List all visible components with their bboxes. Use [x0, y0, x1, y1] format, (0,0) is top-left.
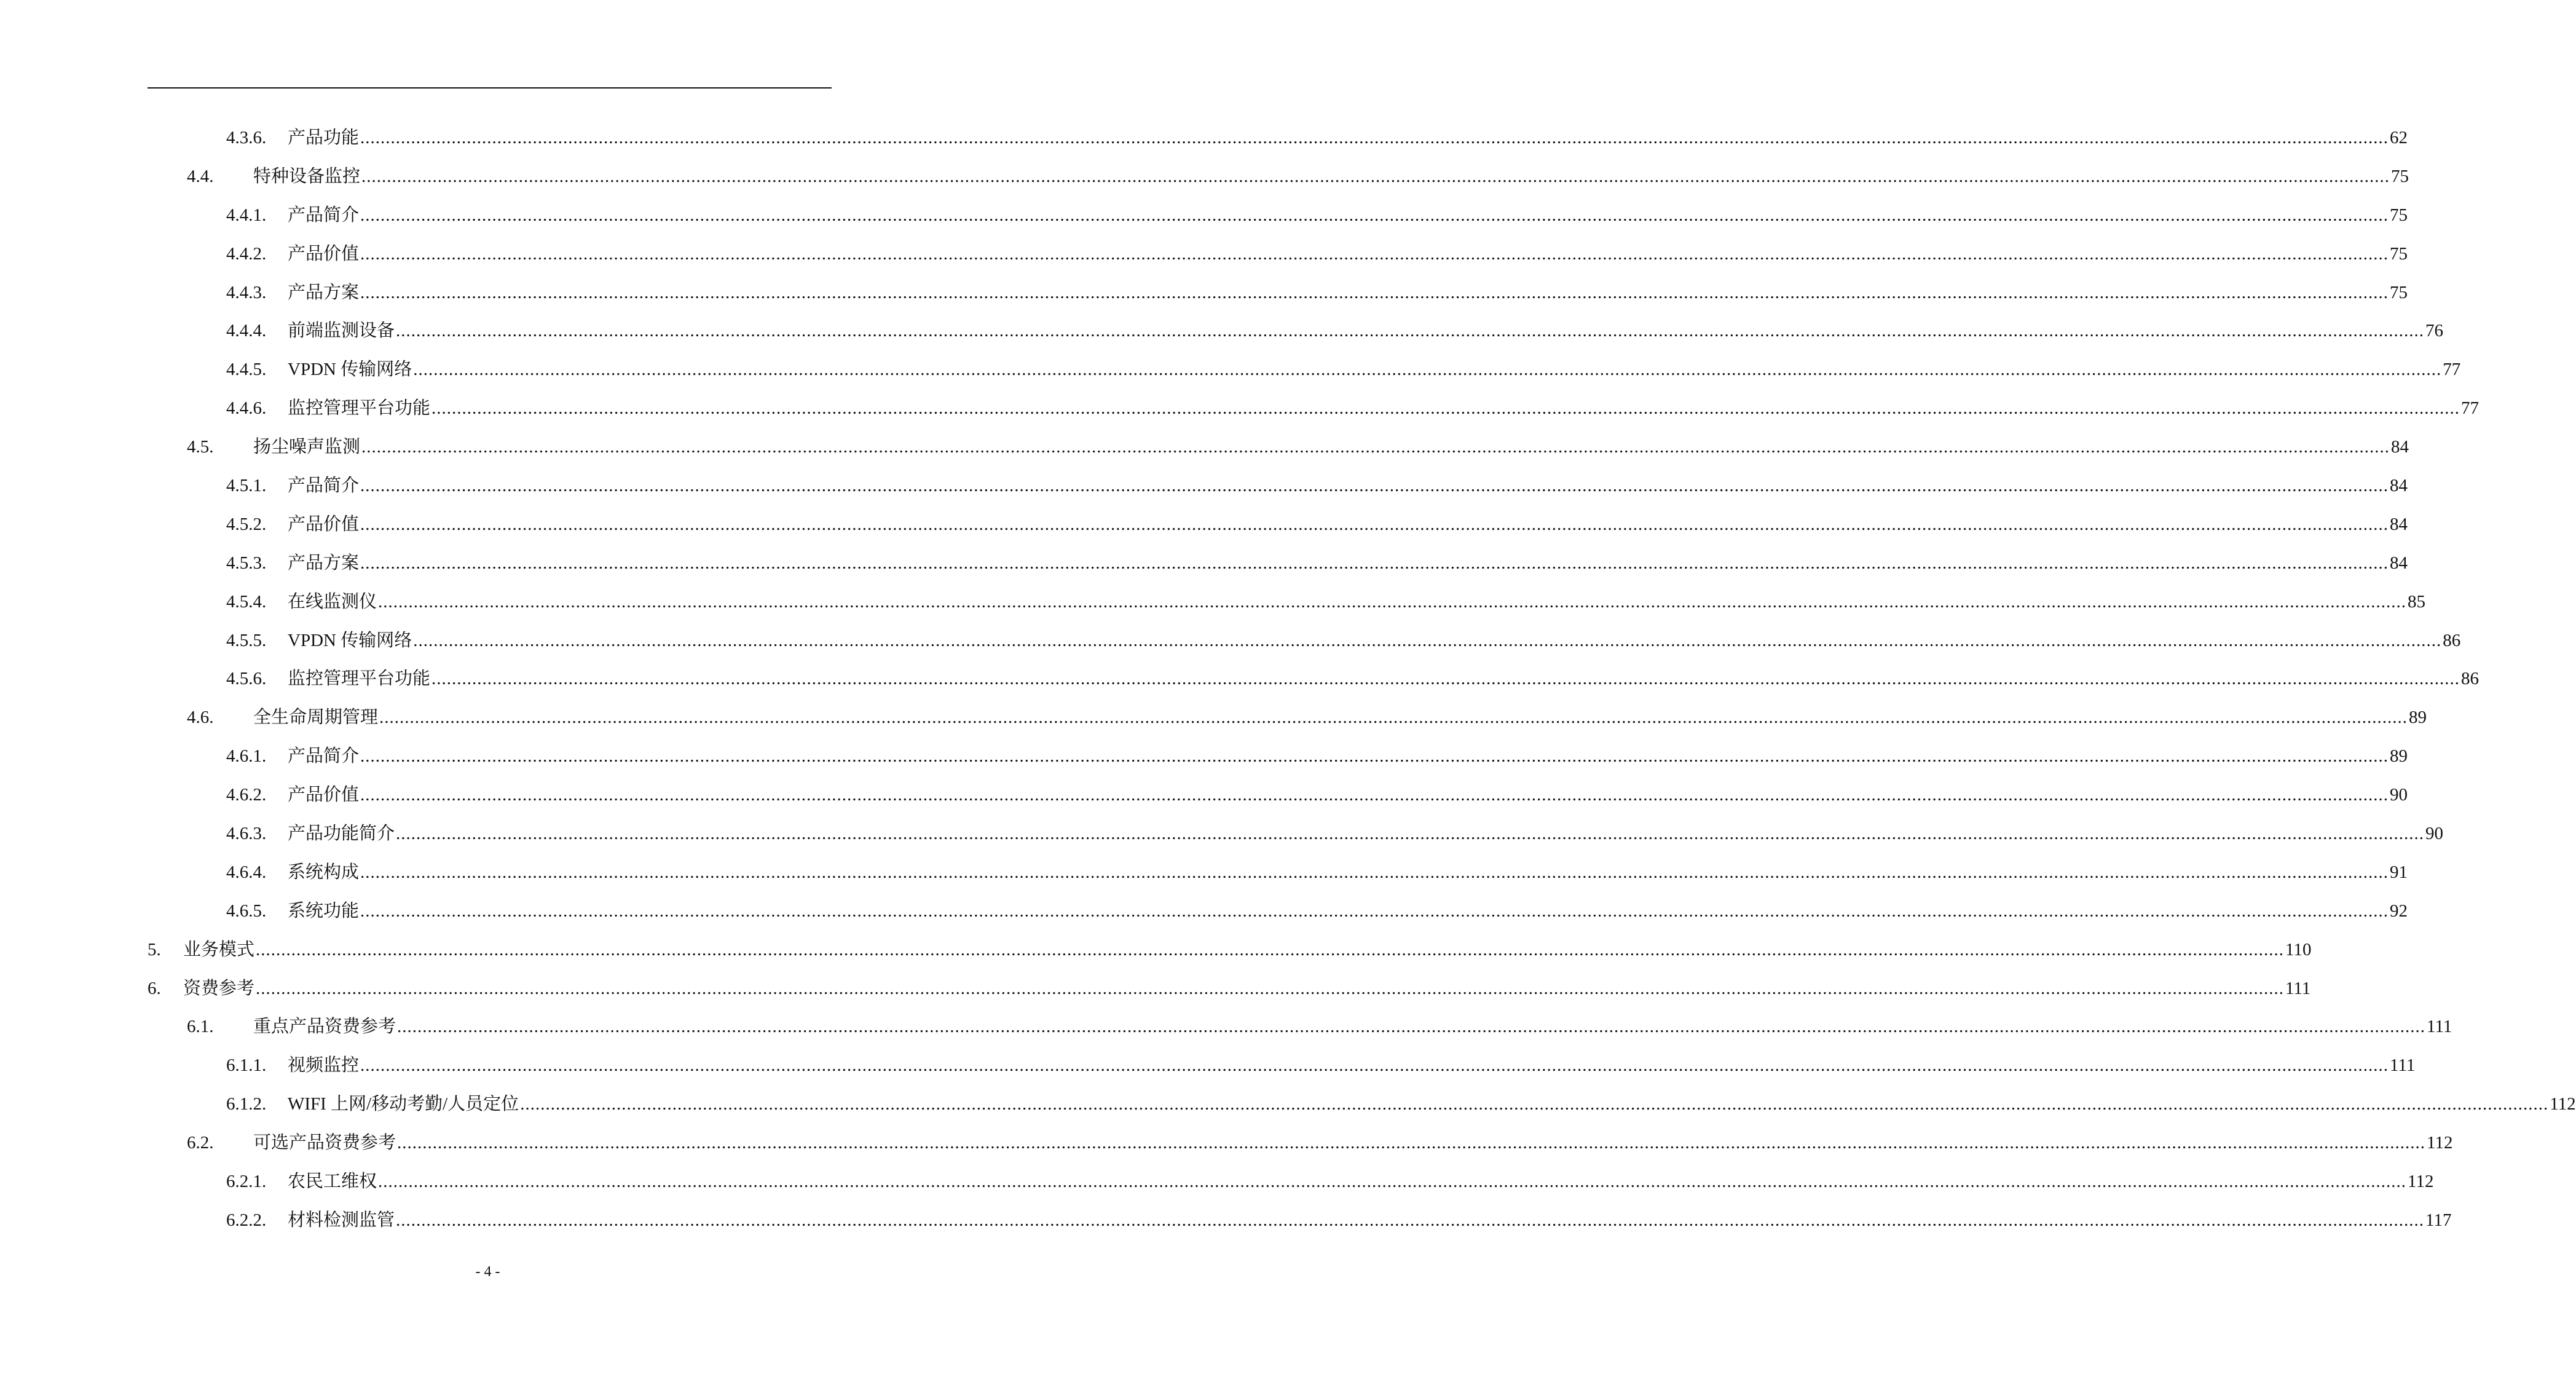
dot-leader: ................................................................................................................................................................................................................................................................................................................................................................................................................ — [360, 785, 2389, 805]
page-number: - 4 - — [475, 1264, 500, 1280]
toc-entry-page: 75 — [2390, 205, 2408, 225]
toc-entry-line — [288, 312, 2444, 350]
toc-entry-page: 89 — [2409, 708, 2427, 728]
toc-entry-page: 84 — [2391, 437, 2409, 457]
toc-entry-page: 90 — [2390, 785, 2408, 805]
toc-entry[interactable] — [0, 350, 2461, 389]
toc-entry-title: 农民工维权 — [288, 1172, 377, 1192]
toc-entry-line — [253, 698, 2427, 737]
toc-entry-number: 4.4.3. — [226, 282, 267, 302]
dot-leader: ................................................................................................................................................................................................................................................................................................................................................................................................................ — [379, 708, 2408, 728]
toc-entry-number: 4.5.4. — [226, 591, 267, 612]
toc-entry[interactable] — [0, 776, 2408, 814]
toc-entry[interactable] — [0, 931, 2312, 969]
table-of-contents — [0, 119, 2576, 1240]
toc-entry-page: 92 — [2390, 901, 2408, 921]
toc-entry-title: 可选产品资费参考 — [253, 1133, 396, 1153]
dot-leader: ................................................................................................................................................................................................................................................................................................................................................................................................................ — [396, 1210, 2425, 1230]
toc-entry-number: 6.2. — [187, 1133, 214, 1153]
toc-entry-number: 4.6.4. — [226, 862, 267, 882]
toc-entry-title: 前端监测设备 — [288, 321, 395, 341]
toc-entry-line — [288, 621, 2461, 660]
toc-entry-number: 4.5. — [187, 437, 214, 457]
toc-entry-title: WIFI 上网/移动考勤/人员定位 — [288, 1094, 519, 1114]
dot-leader: ................................................................................................................................................................................................................................................................................................................................................................................................................ — [360, 862, 2389, 882]
toc-entry-line — [288, 814, 2444, 853]
toc-entry-title: 产品简介 — [288, 476, 360, 496]
toc-entry-line — [183, 969, 2311, 1008]
toc-entry-title: 视频监控 — [288, 1055, 360, 1076]
dot-leader: ................................................................................................................................................................................................................................................................................................................................................................................................................ — [360, 476, 2389, 496]
toc-entry[interactable] — [0, 1124, 2453, 1162]
toc-entry-page: 86 — [2443, 630, 2461, 650]
toc-entry-line — [183, 931, 2312, 969]
toc-entry-page: 111 — [2390, 1055, 2416, 1076]
toc-entry-title: 扬尘噪声监测 — [253, 437, 361, 457]
toc-entry-number: 4.4.1. — [226, 205, 267, 225]
dot-leader: ................................................................................................................................................................................................................................................................................................................................................................................................................ — [360, 553, 2389, 573]
toc-entry-page: 110 — [2285, 939, 2312, 960]
toc-entry[interactable] — [0, 428, 2409, 467]
toc-entry-line — [288, 235, 2408, 274]
dot-leader: ................................................................................................................................................................................................................................................................................................................................................................................................................ — [361, 166, 2390, 186]
toc-entry-title: 产品简介 — [288, 746, 360, 767]
toc-entry[interactable] — [0, 737, 2408, 776]
toc-entry-title: 监控管理平台功能 — [288, 398, 431, 419]
toc-entry-number: 4.6.1. — [226, 746, 267, 767]
toc-entry[interactable] — [0, 583, 2426, 621]
toc-entry-title: 产品方案 — [288, 282, 360, 302]
toc-entry[interactable] — [0, 312, 2444, 350]
toc-entry-number: 4.4.5. — [226, 360, 267, 380]
toc-entry-number: 4.6.3. — [226, 824, 267, 844]
toc-entry-line — [288, 389, 2479, 428]
dot-leader: ................................................................................................................................................................................................................................................................................................................................................................................................................ — [256, 939, 2285, 960]
dot-leader: ................................................................................................................................................................................................................................................................................................................................................................................................................ — [397, 1133, 2426, 1153]
toc-entry-page: 62 — [2390, 128, 2408, 148]
dot-leader: ................................................................................................................................................................................................................................................................................................................................................................................................................ — [360, 243, 2389, 264]
toc-entry[interactable] — [0, 1007, 2452, 1046]
toc-entry[interactable] — [0, 1085, 2576, 1124]
toc-entry-line — [288, 119, 2408, 157]
toc-entry-line — [288, 737, 2408, 776]
dot-leader: ................................................................................................................................................................................................................................................................................................................................................................................................................ — [413, 630, 2442, 650]
toc-entry-number: 6.1.2. — [226, 1094, 267, 1114]
toc-entry-page: 84 — [2390, 553, 2408, 573]
toc-entry-title: VPDN 传输网络 — [288, 630, 412, 650]
dot-leader: ................................................................................................................................................................................................................................................................................................................................................................................................................ — [361, 437, 2390, 457]
toc-entry-number: 4.3.6. — [226, 128, 267, 148]
dot-leader: ................................................................................................................................................................................................................................................................................................................................................................................................................ — [360, 282, 2389, 302]
toc-entry-page: 111 — [2285, 978, 2311, 998]
toc-entry-number: 4.4.4. — [226, 321, 267, 341]
toc-entry[interactable] — [0, 196, 2408, 235]
toc-entry-number: 6.2.1. — [226, 1172, 267, 1192]
toc-entry[interactable] — [0, 1162, 2434, 1201]
toc-entry-line — [253, 157, 2409, 196]
dot-leader: ................................................................................................................................................................................................................................................................................................................................................................................................................ — [520, 1094, 2549, 1114]
toc-entry-title: 在线监测仪 — [288, 591, 377, 612]
toc-entry-title: 产品方案 — [288, 553, 360, 573]
toc-entry[interactable] — [0, 235, 2408, 274]
toc-entry-line — [288, 853, 2408, 892]
dot-leader: ................................................................................................................................................................................................................................................................................................................................................................................................................ — [378, 1172, 2407, 1192]
toc-entry-line — [253, 1124, 2453, 1162]
dot-leader: ................................................................................................................................................................................................................................................................................................................................................................................................................ — [360, 205, 2389, 225]
toc-entry[interactable] — [0, 1201, 2452, 1240]
toc-entry-title: 产品价值 — [288, 514, 360, 534]
toc-entry-title: VPDN 传输网络 — [288, 360, 412, 380]
toc-entry-page: 77 — [2461, 398, 2479, 419]
toc-entry[interactable] — [0, 119, 2408, 157]
toc-entry[interactable] — [0, 389, 2479, 428]
dot-leader: ................................................................................................................................................................................................................................................................................................................................................................................................................ — [360, 128, 2389, 148]
toc-entry[interactable] — [0, 969, 2311, 1008]
toc-entry-number: 4.5.6. — [226, 669, 267, 689]
toc-entry-title: 全生命周期管理 — [253, 708, 379, 728]
toc-entry-title: 系统功能 — [288, 901, 360, 921]
toc-entry-page: 112 — [2550, 1094, 2576, 1114]
dot-leader: ................................................................................................................................................................................................................................................................................................................................................................................................................ — [360, 1055, 2389, 1076]
toc-entry-title: 特种设备监控 — [253, 166, 361, 186]
toc-entry-number: 6. — [148, 978, 161, 998]
toc-entry[interactable] — [0, 814, 2444, 853]
toc-entry-page: 86 — [2461, 669, 2479, 689]
toc-entry-page: 89 — [2390, 746, 2408, 767]
toc-entry-number: 4.4. — [187, 166, 214, 186]
toc-entry-page: 77 — [2443, 360, 2461, 380]
toc-entry[interactable] — [0, 274, 2408, 312]
toc-entry-page: 117 — [2425, 1210, 2452, 1230]
toc-entry-title: 产品简介 — [288, 205, 360, 225]
toc-entry-number: 4.5.1. — [226, 476, 267, 496]
toc-entry[interactable] — [0, 544, 2408, 583]
toc-entry-number: 4.5.5. — [226, 630, 267, 650]
toc-entry-line — [288, 660, 2479, 698]
toc-entry-line — [288, 467, 2408, 505]
toc-entry-line — [288, 1162, 2434, 1201]
dot-leader: ................................................................................................................................................................................................................................................................................................................................................................................................................ — [360, 901, 2389, 921]
toc-entry-page: 112 — [2427, 1133, 2453, 1153]
toc-entry[interactable] — [0, 1046, 2416, 1085]
toc-entry[interactable] — [0, 660, 2479, 698]
dot-leader: ................................................................................................................................................................................................................................................................................................................................................................................................................ — [378, 591, 2407, 612]
toc-entry-page: 75 — [2390, 282, 2408, 302]
dot-leader: ................................................................................................................................................................................................................................................................................................................................................................................................................ — [397, 1017, 2426, 1037]
toc-entry-number: 4.6.2. — [226, 785, 267, 805]
toc-entry-title: 产品功能 — [288, 128, 360, 148]
toc-entry-page: 112 — [2408, 1172, 2434, 1192]
toc-entry-page: 84 — [2390, 476, 2408, 496]
dot-leader: ................................................................................................................................................................................................................................................................................................................................................................................................................ — [360, 746, 2389, 767]
toc-entry-page: 111 — [2427, 1017, 2452, 1037]
toc-entry-page: 75 — [2391, 166, 2409, 186]
toc-entry-page: 76 — [2425, 321, 2444, 341]
toc-entry[interactable] — [0, 853, 2408, 892]
toc-entry-line — [288, 544, 2408, 583]
toc-entry-title: 产品价值 — [288, 785, 360, 805]
toc-entry-line — [253, 1007, 2452, 1046]
toc-entry[interactable] — [0, 467, 2408, 505]
toc-entry-line — [288, 583, 2426, 621]
dot-leader: ................................................................................................................................................................................................................................................................................................................................................................................................................ — [396, 824, 2425, 844]
toc-entry-number: 4.6. — [187, 708, 214, 728]
dot-leader: ................................................................................................................................................................................................................................................................................................................................................................................................................ — [396, 321, 2425, 341]
dot-leader: ................................................................................................................................................................................................................................................................................................................................................................................................................ — [431, 669, 2460, 689]
toc-entry-title: 业务模式 — [183, 939, 255, 960]
toc-entry[interactable] — [0, 157, 2409, 196]
toc-entry-number: 4.4.2. — [226, 243, 267, 264]
toc-entry-number: 4.5.3. — [226, 553, 267, 573]
dot-leader: ................................................................................................................................................................................................................................................................................................................................................................................................................ — [413, 360, 2442, 380]
toc-entry-number: 6.1.1. — [226, 1055, 267, 1076]
toc-entry-page: 75 — [2390, 243, 2408, 264]
toc-entry-line — [288, 1085, 2576, 1124]
toc-entry-line — [288, 196, 2408, 235]
toc-entry-line — [288, 350, 2461, 389]
toc-entry-page: 90 — [2425, 824, 2444, 844]
toc-entry-number: 6.2.2. — [226, 1210, 267, 1230]
dot-leader: ................................................................................................................................................................................................................................................................................................................................................................................................................ — [256, 978, 2285, 998]
toc-entry[interactable] — [0, 892, 2408, 931]
toc-entry-page: 84 — [2390, 514, 2408, 534]
toc-entry[interactable] — [0, 621, 2461, 660]
toc-entry-line — [288, 1046, 2416, 1085]
toc-entry-line — [253, 428, 2409, 467]
toc-entry-title: 系统构成 — [288, 862, 360, 882]
header-rule — [148, 87, 832, 89]
toc-entry-title: 重点产品资费参考 — [253, 1017, 396, 1037]
toc-entry-number: 4.6.5. — [226, 901, 267, 921]
toc-entry-line — [288, 274, 2408, 312]
toc-entry-number: 4.4.6. — [226, 398, 267, 419]
toc-entry-number: 6.1. — [187, 1017, 214, 1037]
toc-entry[interactable] — [0, 505, 2408, 544]
toc-entry-number: 5. — [148, 939, 161, 960]
toc-entry-title: 产品价值 — [288, 243, 360, 264]
toc-entry-title: 产品功能简介 — [288, 824, 395, 844]
toc-entry-page: 85 — [2408, 591, 2426, 612]
dot-leader: ................................................................................................................................................................................................................................................................................................................................................................................................................ — [360, 514, 2389, 534]
toc-entry[interactable] — [0, 698, 2427, 737]
toc-entry-line — [288, 892, 2408, 931]
toc-entry-title: 资费参考 — [183, 978, 255, 998]
toc-entry-line — [288, 505, 2408, 544]
toc-entry-page: 91 — [2390, 862, 2408, 882]
toc-entry-number: 4.5.2. — [226, 514, 267, 534]
toc-entry-line — [288, 776, 2408, 814]
toc-entry-title: 监控管理平台功能 — [288, 669, 431, 689]
dot-leader: ................................................................................................................................................................................................................................................................................................................................................................................................................ — [431, 398, 2460, 419]
toc-entry-title: 材料检测监管 — [288, 1210, 395, 1230]
toc-entry-line — [288, 1201, 2452, 1240]
